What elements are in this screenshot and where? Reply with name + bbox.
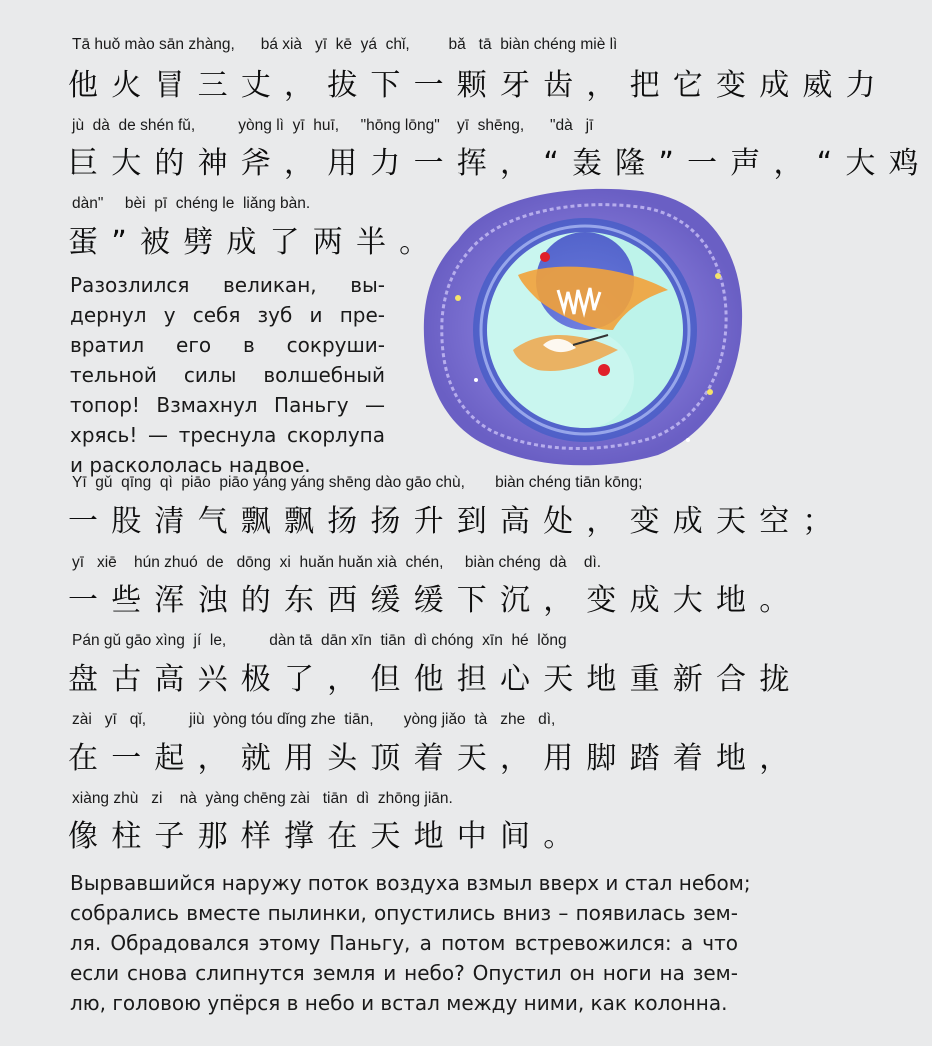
russian-line: хрясь! — треснула скорлупа [70, 423, 385, 447]
hanzi-line-7: 在一起，就用头顶着天，用脚踏着地， [68, 741, 803, 776]
russian-paragraph-2 [70, 868, 751, 1018]
russian-line: дернул у себя зуб и пре- [70, 303, 385, 327]
pinyin-line-8: xiàng zhù zi nà yàng chēng zài tiān dì zhōng jiān. [72, 790, 453, 807]
russian-line: Разозлился великан, вы- [70, 273, 385, 297]
pinyin-line-3: dàn" bèi pī chéng le liǎng bàn. [72, 195, 311, 212]
hanzi-line-4: 一股清气飘飘扬扬升到高处，变成天空； [68, 504, 846, 539]
pinyin-line-6: Pán gǔ gāo xìng jí le, dàn tā dān xīn tiān dì chóng xīn hé lǒng [72, 632, 567, 649]
pinyin-line-4: Yī gǔ qīng qì piāo piāo yáng yáng shēng dào gāo chù, biàn chéng tiān kōng; [72, 474, 643, 491]
pinyin-line-5: yī xiē hún zhuó de dōng xi huǎn huǎn xià chén, biàn chéng dà dì. [72, 554, 602, 571]
hanzi-line-5: 一些浑浊的东西缓缓下沉，变成大地。 [68, 583, 803, 618]
russian-line: вратил его в сокруши- [70, 333, 385, 357]
pinyin-line-7: zài yī qǐ, jiù yòng tóu dǐng zhe tiān, yòng jiǎo tà zhe dì, [72, 711, 556, 728]
russian-line: ля. Обрадовался этому Паньгу, а потом встревожился: а что [70, 931, 738, 955]
russian-paragraph-1 [70, 270, 385, 480]
russian-line: если снова слипнутся земля и небо? Опустил он ноги на зем- [70, 961, 738, 985]
russian-line: собрались вместе пылинки, опустились вниз – появилась зем- [70, 901, 738, 925]
hanzi-line-6: 盘古高兴极了，但他担心天地重新合拢 [68, 662, 803, 697]
hanzi-line-2: 巨大的神斧，用力一挥，“轰隆”一声，“大鸡 [68, 146, 932, 181]
russian-line: лю, головою упёрся в небо и встал между ними, как колонна. [70, 991, 728, 1015]
hanzi-line-8: 像柱子那样撑在天地中间。 [68, 819, 587, 854]
cosmic-egg-illustration [418, 180, 748, 470]
hanzi-line-1: 他火冒三丈，拔下一颗牙齿，把它变成威力 [68, 68, 889, 103]
russian-line: и раскололась надвое. [70, 453, 311, 477]
russian-line: топор! Взмахнул Паньгу — [70, 393, 385, 417]
hanzi-line-3: 蛋”被劈成了两半。 [68, 225, 443, 260]
russian-line: Вырвавшийся наружу поток воздуха взмыл вверх и стал небом; [70, 871, 751, 895]
pinyin-line-1: Tā huǒ mào sān zhàng, bá xià yī kē yá chǐ, bǎ tā biàn chéng miè lì [72, 36, 618, 53]
russian-line: тельной силы волшебный [70, 363, 385, 387]
pinyin-line-2: jù dà de shén fǔ, yòng lì yī huī, "hōng lōng" yī shēng, "dà jī [72, 117, 594, 134]
